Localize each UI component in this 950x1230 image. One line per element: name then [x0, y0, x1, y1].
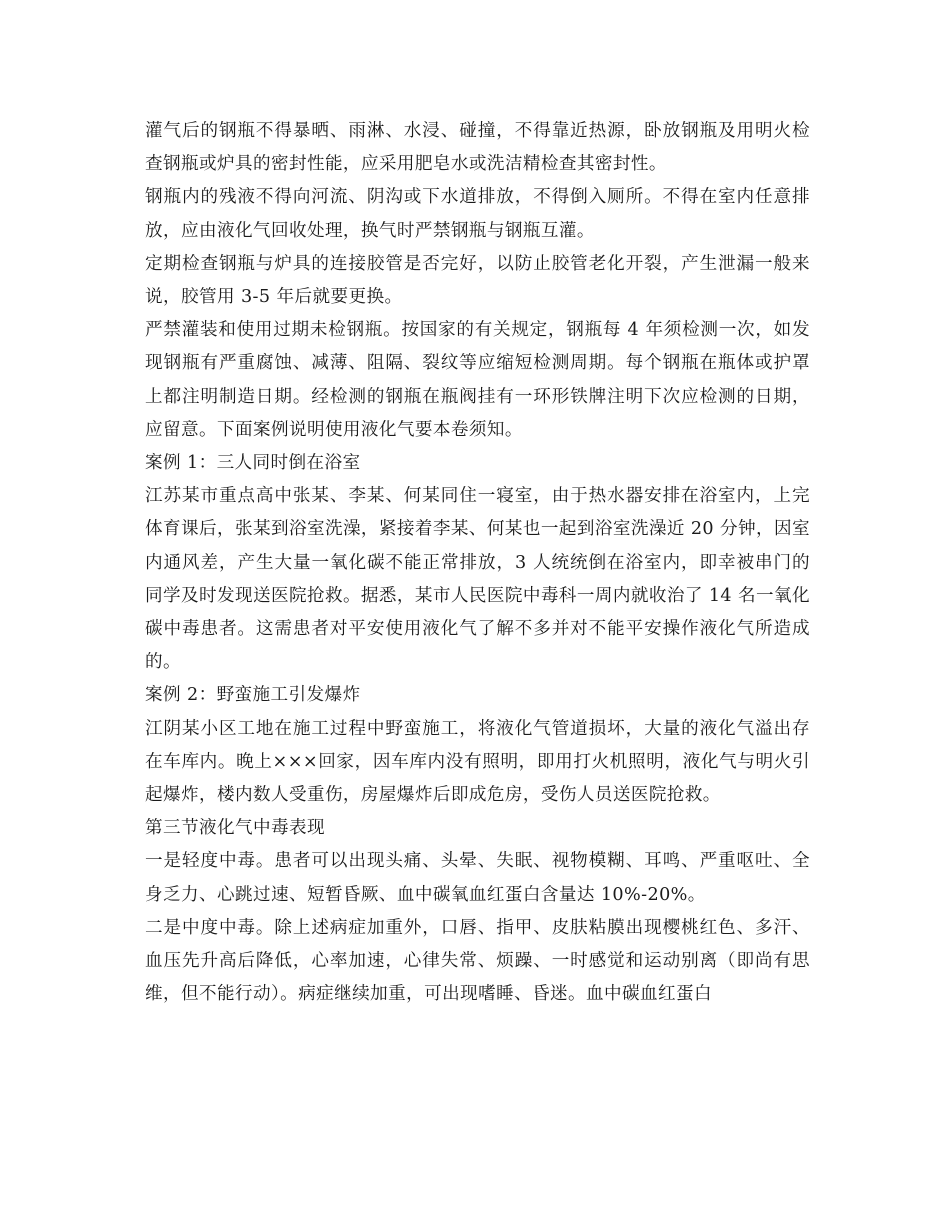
paragraph-hose-inspection: 定期检查钢瓶与炉具的连接胶管是否完好，以防止胶管老化开裂，产生泄漏一般来说，胶管用 3-5 年后就要更换。: [145, 253, 810, 308]
paragraph-residual-liquid: 钢瓶内的残液不得向河流、阴沟或下水道排放，不得倒入厕所。不得在室内任意排放，应由液化气回收处理，换气时严禁钢瓶与钢瓶互灌。: [145, 187, 810, 241]
paragraph-cylinder-storage: 灌气后的钢瓶不得暴晒、雨淋、水浸、碰撞，不得靠近热源，卧放钢瓶及用明火检查钢瓶或炉具的密封性能，应采用肥皂水或洗洁精检查其密封性。: [145, 121, 810, 175]
paragraph-moderate-poisoning: 二是中度中毒。除上述病症加重外，口唇、指甲、皮肤粘膜出现樱桃红色、多汗、血压先升高后降低，心率加速，心律失常、烦躁、一时感觉和运动别离（即尚有思维，但不能行动）。病症继续加重，可出现嗜睡、昏迷。血中碳血红蛋白: [145, 917, 810, 1005]
document-body: [145, 115, 810, 1011]
section-3-heading: 第三节液化气中毒表现: [145, 818, 325, 839]
paragraph-expired-cylinders: 严禁灌装和使用过期未检钢瓶。按国家的有关规定，钢瓶每 4 年须检测一次，如发现钢瓶有严重腐蚀、减薄、阻隔、裂纹等应缩短检测周期。每个钢瓶在瓶体或护罩上都注明制造日期。经检测的钢瓶在瓶阀挂有一环形铁牌注明下次应检测的日期，应留意。下面案例说明使用液化气要本卷须知。: [145, 320, 810, 440]
case-2-body: 江阴某小区工地在施工过程中野蛮施工，将液化气管道损坏，大量的液化气溢出存在车库内。晚上×××回家，因车库内没有照明，即用打火机照明，液化气与明火引起爆炸，楼内数人受重伤，房屋爆炸后即成危房，受伤人员送医院抢救。: [145, 718, 810, 806]
case-2-heading: 案例 2：野蛮施工引发爆炸: [145, 685, 361, 706]
case-1-body: 江苏某市重点高中张某、李某、何某同住一寝室，由于热水器安排在浴室内，上完体育课后，张某到浴室洗澡，紧接着李某、何某也一起到浴室洗澡近 20 分钟，因室内通风差，产生大量一氧化碳不能正常排放，3 人统统倒在浴室内，即幸被串门的同学及时发现送医院抢救。据悉，某市人民医院中毒科一周内就收治了 14 名一氧化碳中毒患者。这需患者对平安使用液化气了解不多并对不能平安操作液化气所造成的。: [145, 486, 810, 673]
case-1-heading: 案例 1：三人同时倒在浴室: [145, 453, 361, 474]
paragraph-mild-poisoning: 一是轻度中毒。患者可以出现头痛、头晕、失眠、视物模糊、耳鸣、严重呕吐、全身乏力、心跳过速、短暂昏厥、血中碳氧血红蛋白含量达 10%-20%。: [145, 851, 810, 905]
